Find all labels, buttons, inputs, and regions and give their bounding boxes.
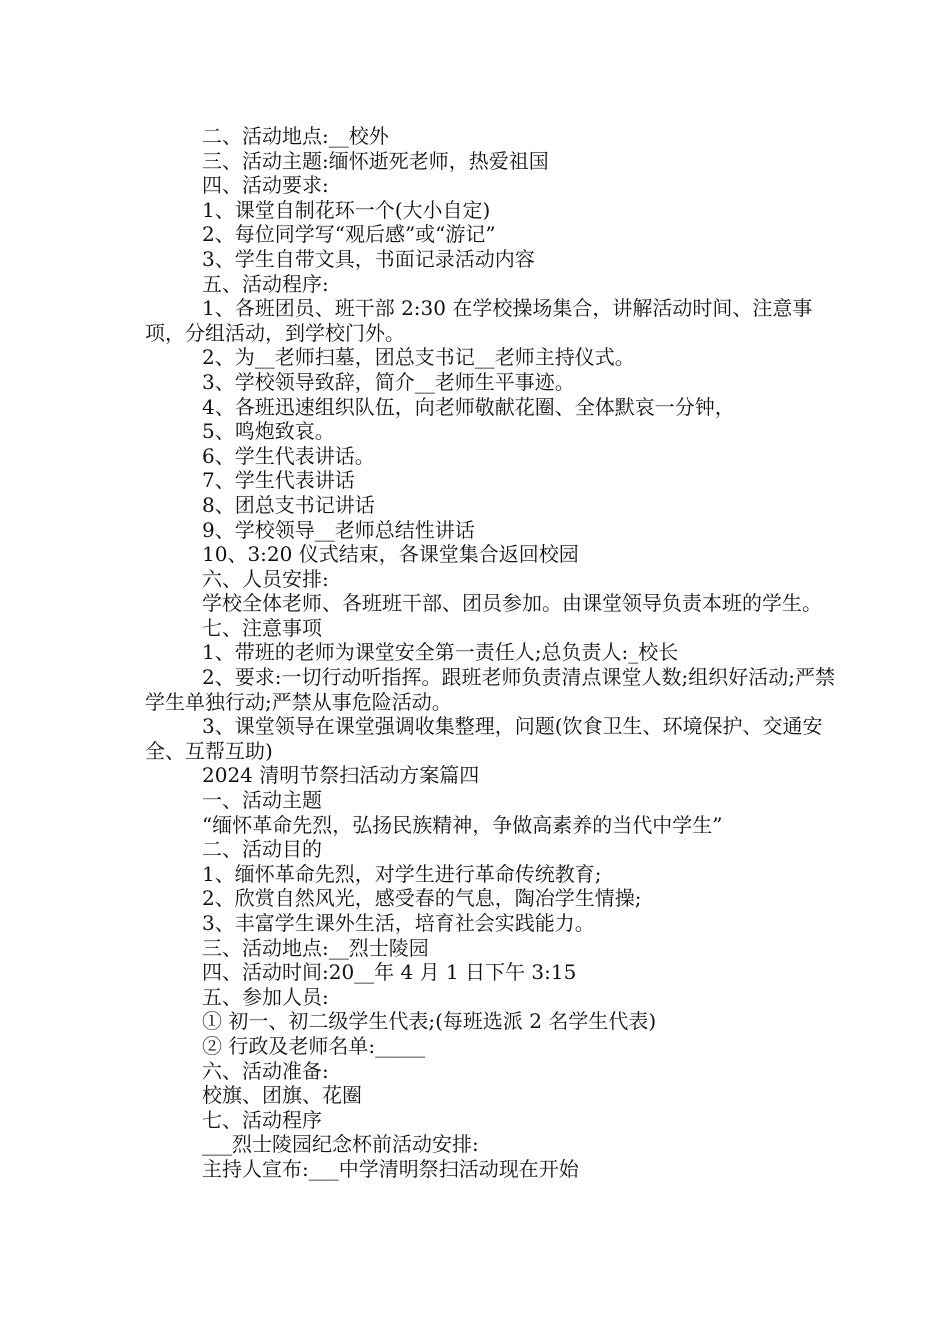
paragraph: 二、活动地点:__校外 — [202, 124, 389, 148]
paragraph: 1、各班团员、班干部 2:30 在学校操场集合，讲解活动时间、注意事项，分组活动，到学校门外。 — [145, 296, 813, 345]
paragraph: 1、课堂自制花环一个(大小自定) — [202, 197, 491, 222]
paragraph: 3、学生自带文具，书面记录活动内容 — [202, 246, 535, 271]
paragraph: 3、课堂领导在课堂强调收集整理，问题(饮食卫生、环境保护、交通安全、互帮互助) — [145, 714, 823, 763]
paragraph: 四、活动时间:20__年 4 月 1 日下午 3:15 — [202, 960, 577, 985]
section-title: 2024 清明节祭扫活动方案篇四 — [202, 763, 480, 788]
paragraph: 2、要求:一切行动听指挥。跟班老师负责清点课堂人数;组织好活动;严禁学生单独行动;严禁从事危险活动。 — [145, 665, 835, 714]
paragraph: 10、3:20 仪式结束，各课堂集合返回校园 — [202, 542, 579, 567]
paragraph: 四、活动要求: — [202, 173, 329, 198]
paragraph: 2、每位同学写“观后感”或“游记” — [202, 222, 496, 247]
paragraph: 3、学校领导致辞，简介__老师生平事迹。 — [202, 369, 575, 394]
paragraph: 9、学校领导__老师总结性讲话 — [202, 517, 475, 542]
paragraph: ② 行政及老师名单:_____ — [202, 1033, 426, 1058]
paragraph: 2、欣赏自然风光，感受春的气息，陶冶学生情操; — [202, 886, 642, 911]
paragraph: 学校全体老师、各班班干部、团员参加。由课堂领导负责本班的学生。 — [202, 591, 822, 616]
paragraph: 2、为__老师扫墓，团总支书记__老师主持仪式。 — [202, 345, 635, 370]
paragraph: “缅怀革命先烈，弘扬民族精神，争做高素养的当代中学生” — [202, 812, 723, 837]
document-body — [145, 124, 835, 1182]
paragraph: 7、学生代表讲话 — [202, 468, 355, 493]
paragraph: 6、学生代表讲话。 — [202, 443, 375, 468]
paragraph: 六、人员安排: — [202, 566, 329, 591]
paragraph: 五、参加人员: — [202, 984, 329, 1009]
paragraph: 1、缅怀革命先烈，对学生进行革命传统教育; — [202, 861, 602, 886]
paragraph: ① 初一、初二级学生代表;(每班选派 2 名学生代表) — [202, 1009, 657, 1034]
paragraph: 4、各班迅速组织队伍，向老师敬献花圈、全体默哀一分钟， — [202, 394, 735, 419]
paragraph: 主持人宣布:___中学清明祭扫活动现在开始 — [202, 1156, 579, 1181]
paragraph: 六、活动准备: — [202, 1058, 329, 1083]
paragraph: 七、活动程序 — [202, 1107, 322, 1132]
paragraph: 3、丰富学生课外生活，培育社会实践能力。 — [202, 911, 595, 935]
paragraph: 1、带班的老师为课堂安全第一责任人;总负责人:_校长 — [202, 640, 679, 665]
paragraph: ___烈士陵园纪念杯前活动安排: — [202, 1132, 479, 1157]
paragraph: 5、鸣炮致哀。 — [202, 419, 335, 444]
paragraph: 二、活动目的 — [202, 837, 322, 862]
paragraph: 五、活动程序: — [202, 271, 329, 296]
paragraph: 一、活动主题 — [202, 788, 322, 813]
paragraph: 七、注意事项 — [202, 615, 322, 640]
paragraph: 校旗、团旗、花圈 — [202, 1083, 362, 1108]
paragraph: 8、团总支书记讲话 — [202, 492, 375, 517]
paragraph: 三、活动主题:缅怀逝死老师，热爱祖国 — [202, 148, 549, 173]
paragraph: 三、活动地点:__烈士陵园 — [202, 935, 429, 960]
